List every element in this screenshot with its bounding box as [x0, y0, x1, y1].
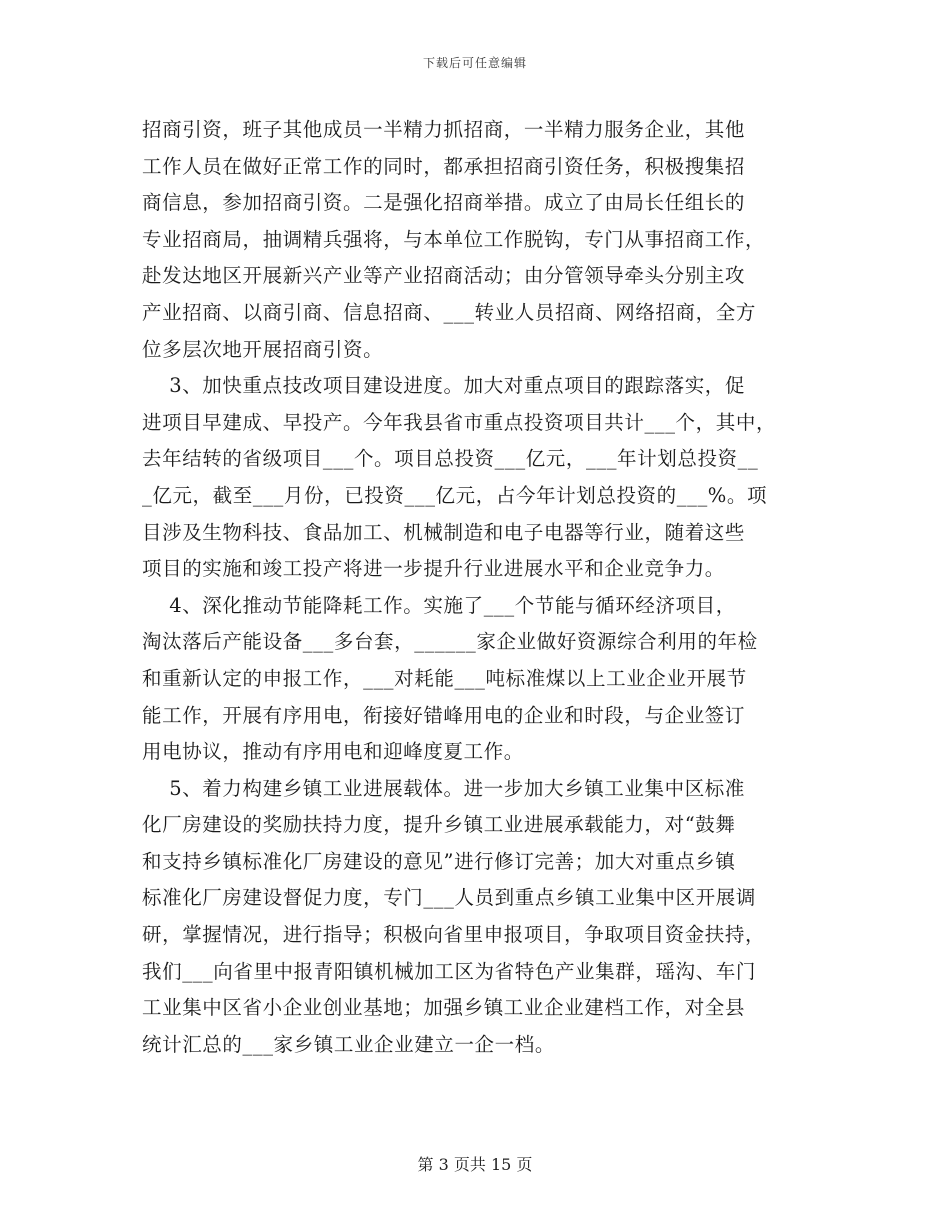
text-line: 产业招商、以商引商、信息招商、___转业人员招商、网络招商，全方 [142, 300, 756, 324]
text-line: 我们___向省里中报青阳镇机械加工区为省特色产业集群，瑶沟、车门 [142, 959, 756, 983]
text-line: 进项目早建成、早投产。今年我县省市重点投资项目共计___个，其中， [142, 410, 777, 434]
text-line: 项目的实施和竣工投产将进一步提升行业进展水平和企业竞争力。 [142, 557, 725, 581]
page-header-note: 下载后可任意编辑 [422, 56, 527, 70]
text-line: 5、着力构建乡镇工业进展载体。进一步加大乡镇工业集中区标准 [142, 776, 746, 800]
text-line: 目涉及生物科技、食品加工、机械制造和电子电器等行业，随着这些 [142, 520, 746, 544]
text-line: 研，掌握情况，进行指导；积极向省里申报项目，争取项目资金扶持， [142, 923, 766, 947]
text-line: 招商引资，班子其他成员一半精力抓招商，一半精力服务企业，其他 [142, 118, 746, 141]
text-line: 专业招商局，抽调精兵强将，与本单位工作脱钩，专门从事招商工作， [142, 227, 766, 251]
text-line: 化厂房建设的奖励扶持力度，提升乡镇工业进展承载能力，对“鼓舞 [142, 813, 736, 837]
text-line: 商信息，参加招商引资。二是强化招商举措。成立了由局长任组长的 [142, 191, 746, 215]
text-line: 和重新认定的申报工作，___对耗能___吨标准煤以上工业企业开展节 [142, 666, 747, 690]
text-line: 工业集中区省小企业创业基地；加强乡镇工业企业建档工作，对全县 [142, 996, 746, 1020]
text-line: 去年结转的省级项目___个。项目总投资___亿元，___年计划总投资__ [142, 447, 759, 471]
text-line: 统计汇总的___家乡镇工业企业建立一企一档。 [142, 1032, 555, 1056]
text-line: 标准化厂房建设督促力度，专门___人员到重点乡镇工业集中区开展调 [142, 886, 756, 910]
text-line: _亿元，截至___月份，已投资___亿元，占今年计划总投资的___%。项 [142, 483, 768, 507]
text-line: 工作人员在做好正常工作的同时，都承担招商引资任务，积极搜集招 [142, 154, 746, 178]
text-line: 4、深化推动节能降耗工作。实施了___个节能与循环经济项目， [142, 593, 736, 617]
text-line: 3、加快重点技改项目建设进度。加大对重点项目的跟踪落实，促 [142, 374, 746, 398]
text-line: 能工作，开展有序用电，衔接好错峰用电的企业和时段，与企业签订 [142, 703, 746, 727]
document-body [142, 112, 810, 1063]
text-line: 位多层次地开展招商引资。 [142, 337, 384, 361]
text-line: 用电协议，推动有序用电和迎峰度夏工作。 [142, 740, 524, 764]
text-line: 赴发达地区开展新兴产业等产业招商活动；由分管领导牵头分别主攻 [142, 264, 746, 288]
text-line: 淘汰落后产能设备___多台套，______家企业做好资源综合利用的年检 [142, 630, 758, 654]
text-line: 和支持乡镇标准化厂房建设的意见”进行修订完善；加大对重点乡镇 [142, 849, 736, 873]
page-number-footer: 第 3 页共 15 页 [417, 1155, 533, 1174]
